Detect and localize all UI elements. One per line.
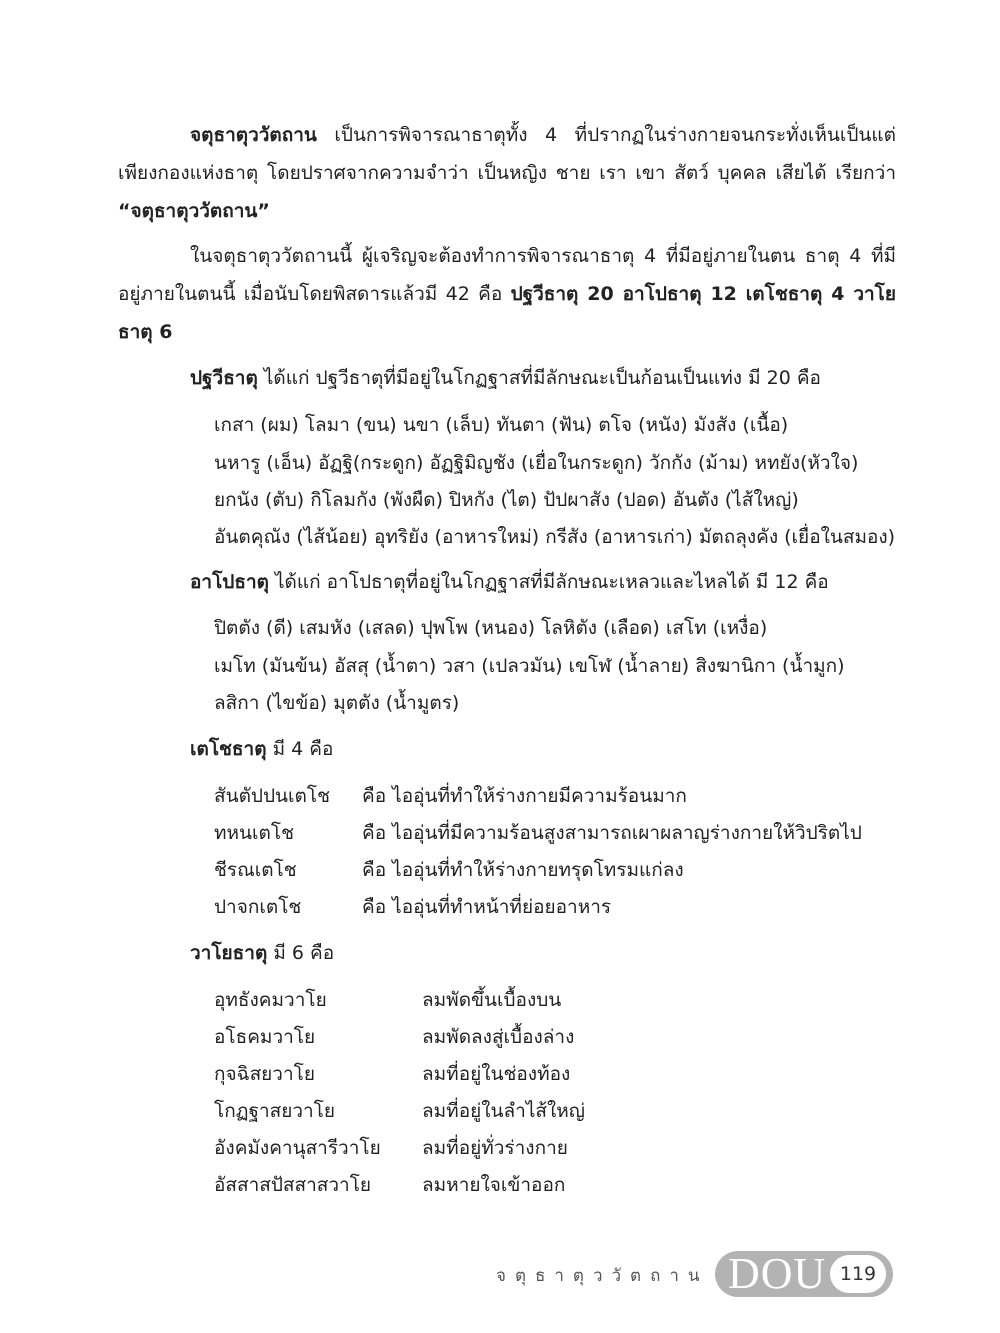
apo-intro: ได้แก่ อาโปธาตุที่อยู่ในโกฏฐาสที่มีลักษณะเหลวและไหลได้ มี 12 คือ <box>268 571 829 593</box>
term-quote: “จตุธาตุววัตถาน” <box>118 200 270 222</box>
pathavi-line: ยกนัง (ตับ) กิโลมกัง (พังผืด) ปิหกัง (ไต) ปัปผาสัง (ปอด) อันตัง (ไส้ใหญ่) <box>214 489 799 511</box>
vayo-item-desc: ลมหายใจเข้าออก <box>422 1174 566 1196</box>
pathavi-line: นหารู (เอ็น) อัฏฐิ(กระดูก) อัฏฐิมิญชัง (เยื่อในกระดูก) วักกัง (ม้าม) หทยัง(หัวใจ) <box>214 452 859 474</box>
tejo-item-name: ทหนเตโช <box>214 822 294 844</box>
brand-logo: DOU <box>728 1249 827 1298</box>
vayo-item-name: อังคมังคานุสารีวาโย <box>214 1137 381 1159</box>
pathavi-heading <box>190 360 821 396</box>
pathavi-line: อันตคุณัง (ไส้น้อย) อุทริยัง (อาหารใหม่) กรีสัง (อาหารเก่า) มัตถลุงคัง (เยื่อในสมอง) <box>214 526 896 548</box>
vayo-item-name: โกฏฐาสยวาโย <box>214 1100 336 1122</box>
vayo-item-name: อโธคมวาโย <box>214 1026 316 1048</box>
term-chatudhatu: จตุธาตุววัตถาน <box>190 124 317 146</box>
tejo-term: เตโชธาตุ <box>190 738 267 760</box>
vayo-item-desc: ลมพัดลงสู่เบื้องล่าง <box>422 1026 575 1048</box>
elements-paragraph <box>118 237 896 351</box>
elements-text: ในจตุธาตุววัตถานนี้ ผู้เจริญจะต้องทำการพิจารณาธาตุ 4 ที่มีอยู่ภายในตน ธาตุ 4 ที่มีอยู่ภายในตนนี้ เมื่อนับโดยพิสดารแล้วมี 42 คือ <box>118 245 896 305</box>
vayo-term: วาโยธาตุ <box>190 942 268 964</box>
vayo-item-desc: ลมที่อยู่ในช่องท้อง <box>422 1063 571 1085</box>
tejo-item-name: สันตัปปนเตโช <box>214 785 330 807</box>
apo-line: ปิตตัง (ดี) เสมหัง (เสลด) ปุพโพ (หนอง) โลหิตัง (เลือด) เสโท (เหงื่อ) <box>214 617 768 639</box>
tejo-intro: มี 4 คือ <box>266 738 334 760</box>
vayo-item-name: กุจฉิสยวาโย <box>214 1063 315 1085</box>
pathavi-term: ปฐวีธาตุ <box>190 367 258 389</box>
apo-line: ลสิกา (ไขข้อ) มุตตัง (น้ำมูตร) <box>214 692 460 714</box>
tejo-item-desc: คือ ไออุ่นที่ทำหน้าที่ย่อยอาหาร <box>362 896 612 918</box>
tejo-item-desc: คือ ไออุ่นที่ทำให้ร่างกายมีความร้อนมาก <box>362 785 687 807</box>
vayo-item-name: อุทธังคมวาโย <box>214 989 327 1011</box>
apo-heading <box>190 564 829 600</box>
tejo-item-name: ชีรณเตโช <box>214 859 297 881</box>
tejo-heading <box>190 731 333 767</box>
intro-paragraph <box>118 116 896 230</box>
intro-text: เป็นการพิจารณาธาตุทั้ง 4 ที่ปรากฏในร่างกายจนกระทั่งเห็นเป็นแต่เพียงกองแห่งธาตุ โดยปราศจากความจำว่า เป็นหญิง ชาย เรา เขา สัตว์ บุคคล เสียได้ เรียกว่า <box>118 124 896 184</box>
vayo-intro: มี 6 คือ <box>267 942 335 964</box>
tejo-item-desc: คือ ไออุ่นที่ทำให้ร่างกายทรุดโทรมแก่ลง <box>362 859 684 881</box>
vayo-item-desc: ลมที่อยู่ในลำไส้ใหญ่ <box>422 1100 585 1122</box>
tejo-item-desc: คือ ไออุ่นที่มีความร้อนสูงสามารถเผาผลาญร่างกายให้วิปริตไป <box>362 822 862 844</box>
pathavi-intro: ได้แก่ ปฐวีธาตุที่มีอยู่ในโกฏฐาสที่มีลักษณะเป็นก้อนเป็นแท่ง มี 20 คือ <box>257 367 821 389</box>
tejo-item-name: ปาจกเตโช <box>214 896 302 918</box>
vayo-heading <box>190 935 334 971</box>
vayo-item-name: อัสสาสปัสสาสวาโย <box>214 1174 372 1196</box>
elements-summary: ปฐวีธาตุ 20 อาโปธาตุ 12 เตโชธาตุ 4 วาโยธาตุ 6 <box>118 283 896 343</box>
running-footer-title: จตุธาตุววัตถาน <box>496 1266 709 1286</box>
vayo-item-desc: ลมที่อยู่ทั่วร่างกาย <box>422 1137 568 1159</box>
apo-term: อาโปธาตุ <box>190 571 269 593</box>
vayo-item-desc: ลมพัดขึ้นเบื้องบน <box>422 989 562 1011</box>
apo-line: เมโท (มันข้น) อัสสุ (น้ำตา) วสา (เปลวมัน) เขโฬ (น้ำลาย) สิงฆานิกา (น้ำมูก) <box>214 655 845 677</box>
page-number: 119 <box>839 1263 877 1285</box>
pathavi-line: เกสา (ผม) โลมา (ขน) นขา (เล็บ) ทันตา (ฟัน) ตโจ (หนัง) มังสัง (เนื้อ) <box>214 414 789 436</box>
